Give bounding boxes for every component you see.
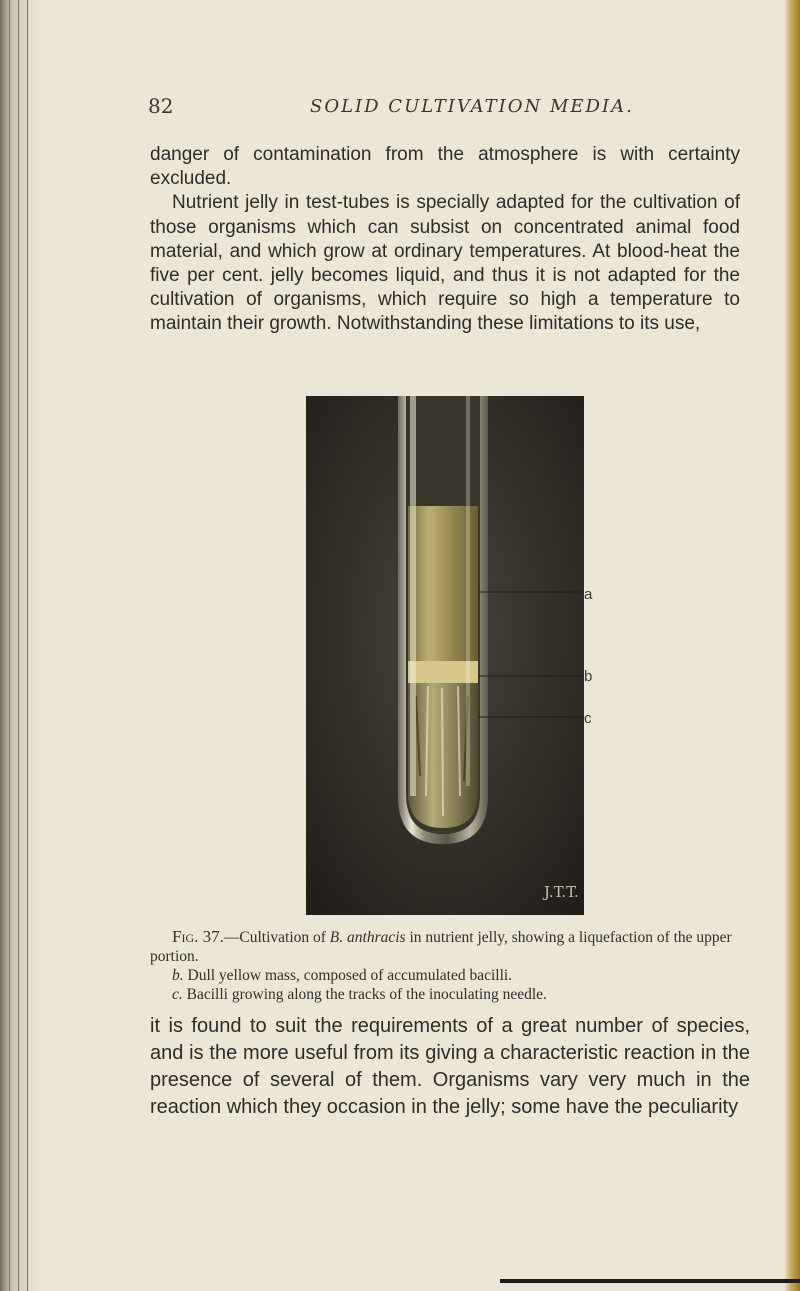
species-name: B. anthracis [329, 929, 406, 946]
page-number: 82 [148, 94, 174, 118]
figure-caption [150, 927, 740, 1004]
page-edge [784, 0, 800, 1291]
paragraph: Nutrient jelly in test-tubes is specially adapted for the cultivation of those organisms which can subsist on concentrated animal food material, and which grow at ordinary temperatures. At blood-heat the five per cent. jelly becomes liquid, and thus it is not adapted for the cultivation of organisms, which require so high a temperature to maintain their growth. Notwithstanding these limitations to its use, [150, 192, 740, 335]
binding-line [9, 0, 10, 1291]
label-a: a [584, 586, 593, 603]
chapter-title: SOLID CULTIVATION MEDIA. [310, 96, 634, 117]
body-text-top [150, 143, 740, 337]
figure-number: Fig. 37. [172, 927, 224, 946]
engraver-initials: J.T.T. [544, 883, 579, 901]
test-tube-figure [306, 396, 584, 915]
label-c: c [584, 710, 592, 727]
figure-labels [584, 578, 624, 738]
book-spine-shadow [0, 0, 42, 1291]
paragraph-continued: danger of contamination from the atmosphere is with certainty excluded. [150, 144, 740, 190]
running-head [148, 94, 708, 120]
caption-main: Fig. 37.—Cultivation of B. anthracis in nutrient jelly, showing a liquefaction of the upper portion. [150, 927, 732, 965]
binding-line [18, 0, 19, 1291]
caption-item-b: b. Dull yellow mass, composed of accumulated bacilli. [172, 967, 513, 984]
paragraph-continued: it is found to suit the requirements of a great number of species, and is the more useful from its giving a characteristic reaction in the presence of several of them. Organisms vary very much in the reaction which they occasion in the jelly; some have the peculiarity [150, 1015, 750, 1118]
test-tube-illustration [306, 396, 584, 915]
body-text-bottom [150, 1013, 750, 1121]
caption-item-c: c. Bacilli growing along the tracks of the inoculating needle. [172, 986, 547, 1003]
page-bottom-rule [500, 1279, 800, 1283]
label-b: b [584, 668, 593, 685]
binding-line [27, 0, 28, 1291]
